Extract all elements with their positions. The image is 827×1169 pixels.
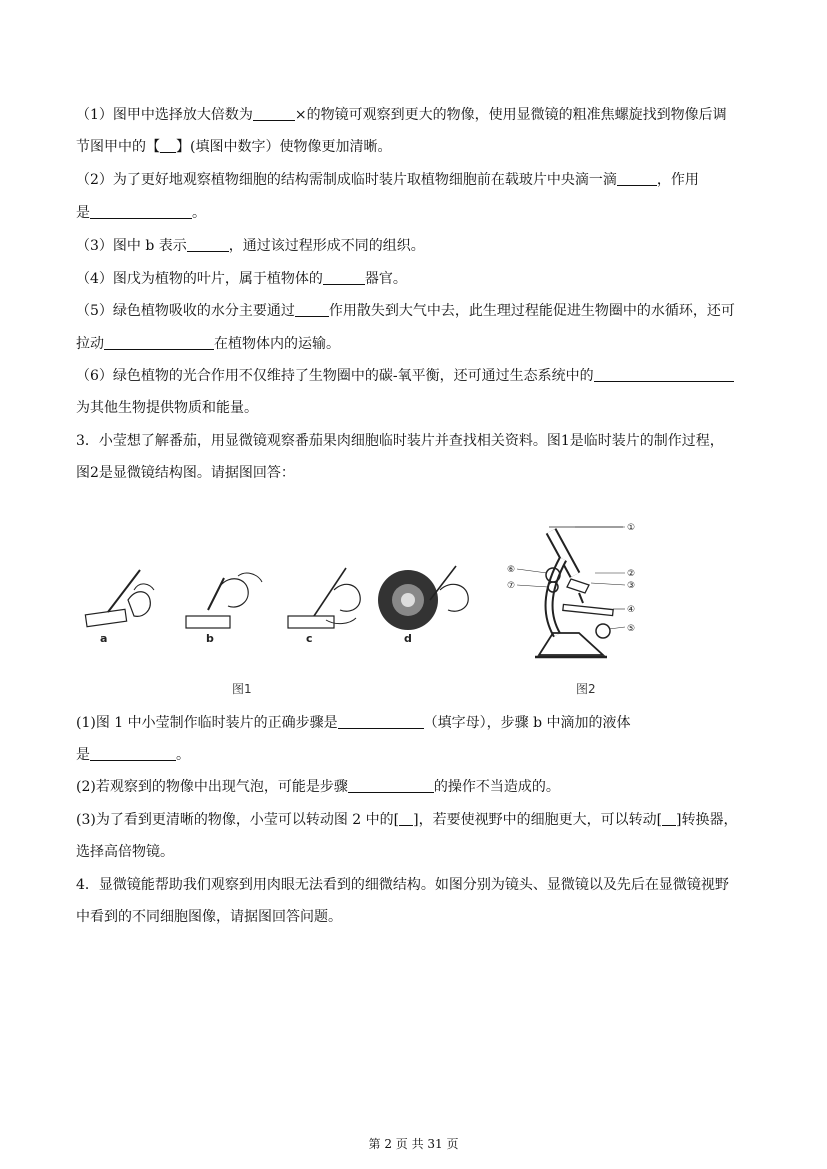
scope-label-3: ③ bbox=[627, 581, 636, 591]
text: 选择高倍物镜。 bbox=[76, 844, 174, 860]
figure-1-caption: 图1 bbox=[232, 682, 252, 696]
answer-blank[interactable] bbox=[253, 106, 295, 121]
q2-part3 bbox=[76, 236, 425, 256]
text: 是 bbox=[76, 747, 90, 763]
answer-blank[interactable] bbox=[104, 335, 214, 350]
text: 在植物体内的运输。 bbox=[214, 336, 340, 352]
text: (3)为了看到更清晰的物像，小莹可以转动图 2 中的[ bbox=[76, 812, 400, 828]
answer-blank[interactable] bbox=[90, 746, 176, 761]
text: 拉动 bbox=[76, 336, 104, 352]
step-a-illustration bbox=[85, 570, 154, 645]
page-footer: 第 2 页 共 31 页 bbox=[368, 1137, 459, 1151]
text: （5）绿色植物吸收的水分主要通过 bbox=[76, 303, 295, 319]
text: （4）图戊为植物的叶片，属于植物体的 bbox=[76, 271, 323, 287]
answer-blank[interactable] bbox=[323, 270, 365, 285]
text: 为其他生物提供物质和能量。 bbox=[76, 400, 258, 416]
answer-blank[interactable] bbox=[295, 302, 329, 317]
scope-label-6: ⑥ bbox=[507, 565, 516, 575]
text: 】(填图中数字）使物像更加清晰。 bbox=[176, 139, 392, 155]
text: （3）图中 b 表示 bbox=[76, 238, 187, 254]
text: 。 bbox=[192, 205, 206, 221]
scope-label-7: ⑦ bbox=[507, 581, 516, 591]
q2-part5-line1 bbox=[76, 301, 735, 321]
step-d-illustration bbox=[378, 566, 468, 645]
step-letter-a: a bbox=[100, 632, 108, 645]
text: （2）为了更好地观察植物细胞的结构需制成临时装片取植物细胞前在载玻片中央滴一滴 bbox=[76, 172, 617, 188]
step-letter-c: c bbox=[306, 632, 313, 645]
text: 3．小莹想了解番茄，用显微镜观察番茄果肉细胞临时装片并查找相关资料。图1是临时装片的制作过程， bbox=[76, 433, 724, 449]
q4-intro-line2 bbox=[76, 907, 342, 927]
text: ×的物镜可观察到更大的物像，使用显微镜的粗准焦螺旋找到物像后调 bbox=[294, 107, 727, 123]
q2-part6-line2 bbox=[76, 398, 258, 418]
text: （6）绿色植物的光合作用不仅维持了生物圈中的碳-氧平衡，还可通过生态系统中的 bbox=[76, 368, 594, 384]
answer-blank[interactable] bbox=[617, 171, 657, 186]
q3-sub2 bbox=[76, 777, 560, 797]
text: 节图甲中的【 bbox=[76, 139, 160, 155]
text: 器官。 bbox=[364, 271, 407, 287]
text: 图2是显微镜结构图。请据图回答： bbox=[76, 465, 295, 481]
q3-sub3-line1 bbox=[76, 810, 738, 830]
answer-blank[interactable] bbox=[187, 237, 229, 252]
text: ]转换器， bbox=[676, 812, 738, 828]
answer-blank[interactable] bbox=[348, 778, 434, 793]
text: (1)图 1 中小莹制作临时装片的正确步骤是 bbox=[76, 715, 338, 731]
q3-intro-line1 bbox=[76, 431, 724, 451]
answer-blank[interactable] bbox=[90, 204, 192, 219]
answer-blank[interactable] bbox=[160, 138, 176, 153]
text: 作用散失到大气中去，此生理过程能促进生物圈中的水循环，还可 bbox=[328, 303, 735, 319]
step-letter-b: b bbox=[206, 632, 214, 645]
q3-intro-line2 bbox=[76, 463, 295, 483]
text: 的操作不当造成的。 bbox=[433, 779, 560, 795]
answer-blank[interactable] bbox=[338, 714, 424, 729]
figure-2-caption: 图2 bbox=[576, 682, 596, 696]
text: （1）图甲中选择放大倍数为 bbox=[76, 107, 253, 123]
text: ，作用 bbox=[656, 172, 699, 188]
q2-part5-line2 bbox=[76, 334, 340, 354]
q3-sub1-line1 bbox=[76, 713, 631, 733]
q4-intro-line1 bbox=[76, 875, 729, 895]
q3-sub3-line2 bbox=[76, 842, 174, 862]
text: （填字母），步骤 b 中滴加的液体 bbox=[423, 715, 631, 731]
figure-2-microscope bbox=[505, 515, 650, 665]
q2-part2-line2 bbox=[76, 203, 206, 223]
step-c-illustration bbox=[288, 568, 360, 645]
answer-blank[interactable] bbox=[399, 811, 413, 826]
figure-1-slide-steps bbox=[78, 560, 498, 650]
scope-label-2: ② bbox=[627, 569, 636, 579]
text: ]，若要使视野中的细胞更大，可以转动[ bbox=[413, 812, 663, 828]
text: 。 bbox=[176, 747, 190, 763]
q2-part4 bbox=[76, 269, 407, 289]
scope-label-1: ① bbox=[627, 523, 636, 533]
q3-sub1-line2 bbox=[76, 745, 190, 765]
text: 中看到的不同细胞图像，请据图回答问题。 bbox=[76, 909, 342, 925]
text: ，通过该过程形成不同的组织。 bbox=[228, 238, 425, 254]
step-b-illustration bbox=[186, 573, 262, 645]
text: 4．显微镜能帮助我们观察到用肉眼无法看到的细微结构。如图分别为镜头、显微镜以及先后在显微镜视野 bbox=[76, 877, 729, 893]
answer-blank[interactable] bbox=[662, 811, 676, 826]
step-letter-d: d bbox=[404, 632, 412, 645]
text: (2)若观察到的物像中出现气泡，可能是步骤 bbox=[76, 779, 348, 795]
q2-part1-line1 bbox=[76, 105, 727, 125]
answer-blank[interactable] bbox=[594, 367, 734, 382]
text: 是 bbox=[76, 205, 90, 221]
scope-label-5: ⑤ bbox=[627, 624, 636, 634]
q2-part1-line2 bbox=[76, 137, 391, 157]
q2-part6-line1 bbox=[76, 366, 734, 386]
scope-label-4: ④ bbox=[627, 605, 636, 615]
q2-part2-line1 bbox=[76, 170, 699, 190]
